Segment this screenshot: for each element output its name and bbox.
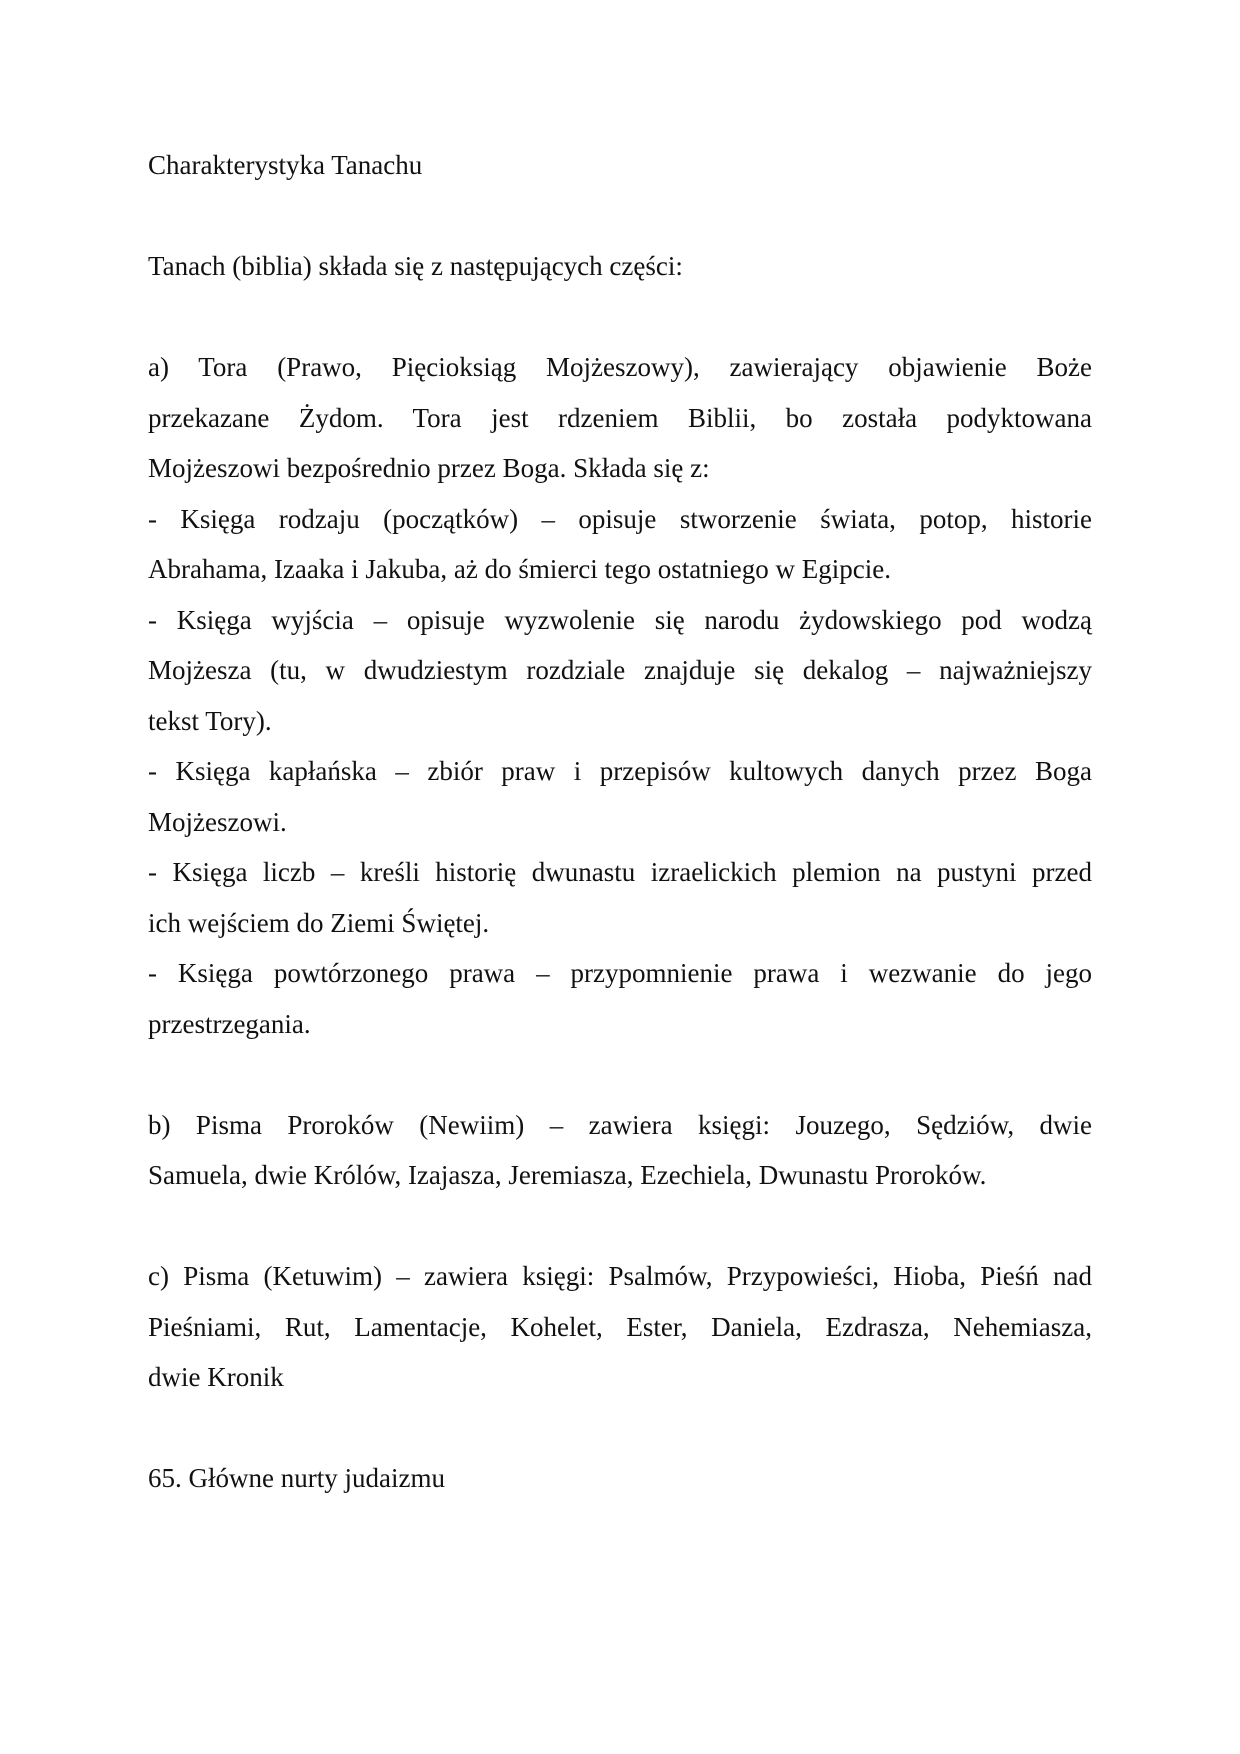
text-line: - Księga wyjścia – opisuje wyzwolenie się narodu żydowskiego pod wodzą	[148, 604, 1092, 635]
text-line: przestrzegania.	[148, 1008, 311, 1039]
blank-line	[148, 1049, 1092, 1100]
text-line: - Księga powtórzonego prawa – przypomnienie prawa i wezwanie do jego	[148, 958, 1092, 988]
section-a-paragraph	[148, 342, 1092, 494]
text-line: c) Pisma (Ketuwim) – zawiera księgi: Psalmów, Przypowieści, Hioba, Pieśń nad	[148, 1261, 1092, 1291]
book-item-leviticus	[148, 746, 1092, 847]
text-line: przekazane Żydom. Tora jest rdzeniem Biblii, bo została podyktowana	[148, 402, 1092, 433]
blank-line	[148, 1403, 1092, 1454]
text-line: - Księga rodzaju (początków) – opisuje stworzenie świata, potop, historie	[148, 503, 1092, 534]
document-page	[148, 140, 1092, 1504]
next-section-heading: 65. Główne nurty judaizmu	[148, 1463, 445, 1493]
text-line: Samuela, dwie Królów, Izajasza, Jeremiasza, Ezechiela, Dwunastu Proroków.	[148, 1160, 987, 1190]
section-c-paragraph	[148, 1251, 1092, 1403]
text-line: Pieśniami, Rut, Lamentacje, Kohelet, Ester, Daniela, Ezdrasza, Nehemiasza,	[148, 1311, 1092, 1342]
intro-paragraph: Tanach (biblia) składa się z następujących części:	[148, 251, 683, 281]
book-item-deuteronomy	[148, 948, 1092, 1049]
blank-line	[148, 191, 1092, 242]
text-line: ich wejściem do Ziemi Świętej.	[148, 907, 490, 938]
section-b-paragraph	[148, 1100, 1092, 1201]
book-item-numbers	[148, 847, 1092, 948]
text-line: Mojżeszowi bezpośrednio przez Boga. Składa się z:	[148, 453, 710, 483]
text-line: tekst Tory).	[148, 705, 272, 736]
book-item-genesis	[148, 494, 1092, 595]
text-line: - Księga kapłańska – zbiór praw i przepisów kultowych danych przez Boga	[148, 756, 1092, 786]
blank-line	[148, 292, 1092, 343]
book-item-exodus	[148, 595, 1092, 747]
text-line: - Księga liczb – kreśli historię dwunastu izraelickich plemion na pustyni przed	[148, 857, 1092, 887]
text-line: dwie Kronik	[148, 1362, 284, 1392]
text-line: Mojżesza (tu, w dwudziestym rozdziale znajduje się dekalog – najważniejszy	[148, 655, 1092, 685]
document-title: Charakterystyka Tanachu	[148, 150, 423, 180]
blank-line	[148, 1201, 1092, 1252]
text-line: Abrahama, Izaaka i Jakuba, aż do śmierci tego ostatniego w Egipcie.	[148, 554, 891, 584]
text-line: b) Pisma Proroków (Newiim) – zawiera księgi: Jouzego, Sędziów, dwie	[148, 1109, 1092, 1140]
text-line: Mojżeszowi.	[148, 806, 287, 837]
text-line: a) Tora (Prawo, Pięcioksiąg Mojżeszowy), zawierający objawienie Boże	[148, 352, 1092, 382]
